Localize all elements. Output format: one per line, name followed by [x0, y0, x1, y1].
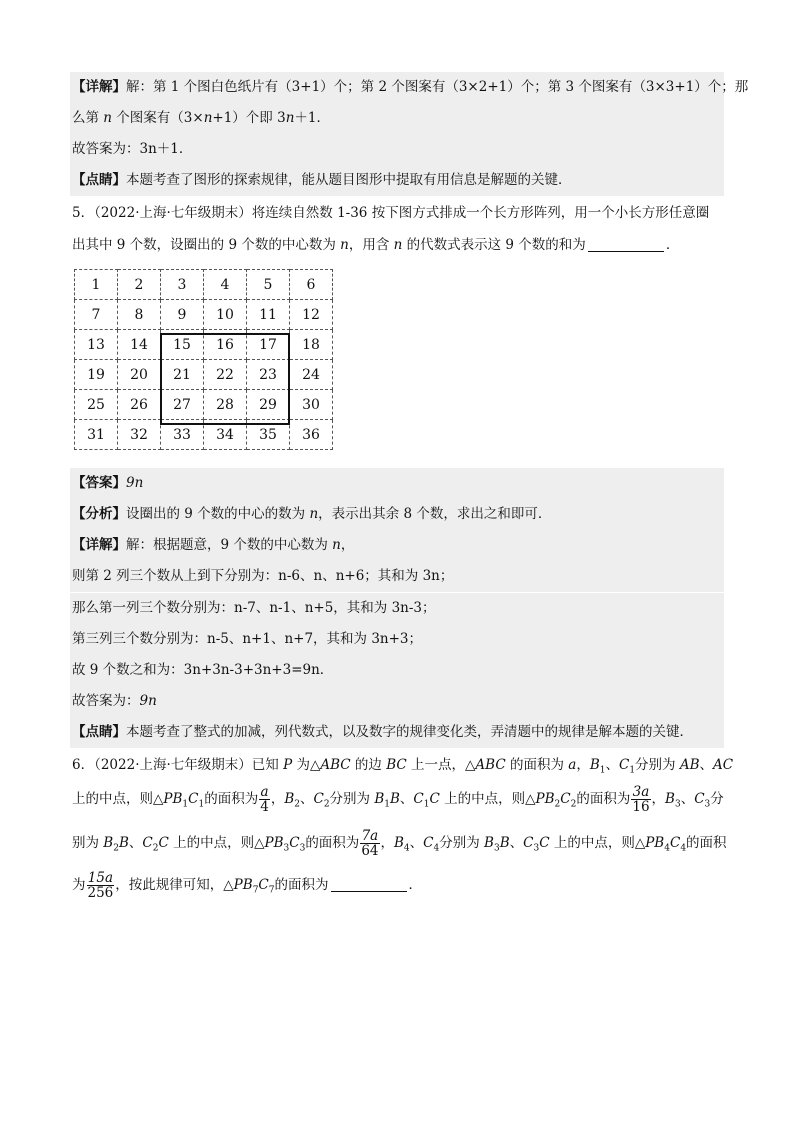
grid-cell: 23: [247, 360, 290, 390]
grid-cell: 11: [247, 300, 290, 330]
grid-cell: 29: [247, 390, 290, 420]
grid-cell: 18: [290, 330, 333, 360]
q5-detail4: 第三列三个数分别为：n-5、n+1、n+7，其和为 3n+3；: [70, 624, 724, 655]
grid-cell: 34: [204, 420, 247, 450]
grid-cell: 15: [161, 330, 204, 360]
grid-cell: 5: [247, 270, 290, 300]
q5-line2: 出其中 9 个数，设圈出的 9 个数的中心数为 n，用含 n 的代数式表示这 9 个数的和为 ．: [72, 237, 680, 253]
grid-row: [75, 330, 333, 360]
grid-row: [75, 270, 333, 300]
grid-cell: 25: [75, 390, 118, 420]
grid-cell: 33: [161, 420, 204, 450]
prev-comment: 【点睛】本题考查了图形的探索规律，能从题目图形中提取有用信息是解题的关键．: [70, 165, 724, 196]
grid-cell: 6: [290, 270, 333, 300]
analysis-tag: 【分析】: [72, 506, 126, 522]
grid-cell: 2: [118, 270, 161, 300]
detail-tag: 【详解】: [72, 537, 126, 553]
grid-cell: 28: [204, 390, 247, 420]
number-grid: [74, 269, 333, 450]
grid-cell: 10: [204, 300, 247, 330]
prev-detail-line1: 【详解】解：第 1 个图白色纸片有（3+1）个；第 2 个图案有（3×2+1）个；第 3 个图案有（3×3+1）个；那: [70, 72, 724, 103]
prev-detail-line2: 么第 n 个图案有（3×n+1）个即 3n＋1．: [70, 103, 724, 134]
answer-blank: [331, 877, 407, 892]
comment-tag: 【点睛】: [72, 172, 126, 188]
fraction-15a-over-256: $\frac{15a}{256}$: [87, 870, 114, 901]
grid-cell: 7: [75, 300, 118, 330]
grid-cell: 3: [161, 270, 204, 300]
q5-answer: 【答案】9n: [70, 468, 724, 499]
grid-cell: 22: [204, 360, 247, 390]
grid-row: [75, 360, 333, 390]
answer-blank: [588, 237, 664, 252]
q6-line1: 6．（2022·上海·七年级期末）已知 P 为△ABC 的边 BC 上一点，△ABC 的面积为 a，$B_1$、$C_1$分别为 AB、AC: [72, 757, 734, 776]
grid-row: [75, 420, 333, 450]
fraction-7a-over-64: $\frac{7a}{64}$: [361, 828, 379, 859]
grid-cell: 4: [204, 270, 247, 300]
grid-cell: 19: [75, 360, 118, 390]
comment-tag: 【点睛】: [72, 724, 126, 740]
grid-row: [75, 390, 333, 420]
fraction-3a-over-16: $\frac{3a}{16}$: [632, 784, 650, 815]
grid-row: [75, 300, 333, 330]
grid-cell: 24: [290, 360, 333, 390]
q5-final-answer: 故答案为：9n: [70, 686, 724, 717]
grid-cell: 21: [161, 360, 204, 390]
grid-cell: 30: [290, 390, 333, 420]
q6-line4: 为 $\frac{15a}{256}$ ，按此规律可知，$\triangle PB_7C_7$的面积为 ．: [72, 870, 422, 901]
q5-comment: 【点睛】本题考查了整式的加减，列代数式，以及数字的规律变化类，弄清题中的规律是解本题的关键．: [70, 717, 724, 748]
grid-cell: 26: [118, 390, 161, 420]
fraction-a-over-4: $\frac{a}{4}$: [260, 784, 269, 815]
grid-cell: 13: [75, 330, 118, 360]
q6-line3: 别为 $B_2B$、$C_2C$ 上的中点，则$\triangle PB_3C_3$的面积为 $\frac{7a}{64}$ ，$B_4$、$C_4$分别为 $B_3B$、$C_3C$ 上的中点，则$\triangle PB_4C_4$的面积: [72, 828, 727, 859]
q5-analysis: 【分析】设圈出的 9 个数的中心的数为 n，表示出其余 8 个数，求出之和即可．: [70, 499, 724, 530]
grid-cell: 20: [118, 360, 161, 390]
grid-cell: 14: [118, 330, 161, 360]
grid-cell: 8: [118, 300, 161, 330]
q5-detail5: 故 9 个数之和为：3n+3n-3+3n+3=9n．: [70, 655, 724, 686]
grid-cell: 1: [75, 270, 118, 300]
grid-cell: 31: [75, 420, 118, 450]
prev-answer: 故答案为：3n＋1．: [70, 134, 724, 165]
q5-line1: 5．（2022·上海·七年级期末）将连续自然数 1-36 按下图方式排成一个长方形阵列，用一个小长方形任意圈: [72, 205, 710, 221]
q5-detail1: 【详解】解：根据题意，9 个数的中心数为 n，: [70, 530, 724, 561]
q6-line2: 上的中点，则$\triangle PB_1C_1$的面积为 $\frac{a}{4}$ ，$B_2$、$C_2$分别为 $B_1B$、$C_1C$ 上的中点，则$\triangle PB_2C_2$的面积为 $\frac{3a}{16}$ ，$B_3$、$C_3$分: [72, 784, 724, 815]
grid-cell: 32: [118, 420, 161, 450]
grid-cell: 17: [247, 330, 290, 360]
grid-cell: 27: [161, 390, 204, 420]
answer-tag: 【答案】: [72, 475, 126, 491]
grid-cell: 16: [204, 330, 247, 360]
q5-detail2: 则第 2 列三个数从上到下分别为：n-6、n、n+6；其和为 3n；: [70, 561, 724, 592]
grid-cell: 36: [290, 420, 333, 450]
detail-tag: 【详解】: [72, 79, 126, 95]
grid-cell: 9: [161, 300, 204, 330]
q5-detail3: 那么第一列三个数分别为：n-7、n-1、n+5，其和为 3n-3；: [70, 593, 724, 624]
grid-cell: 12: [290, 300, 333, 330]
grid-cell: 35: [247, 420, 290, 450]
